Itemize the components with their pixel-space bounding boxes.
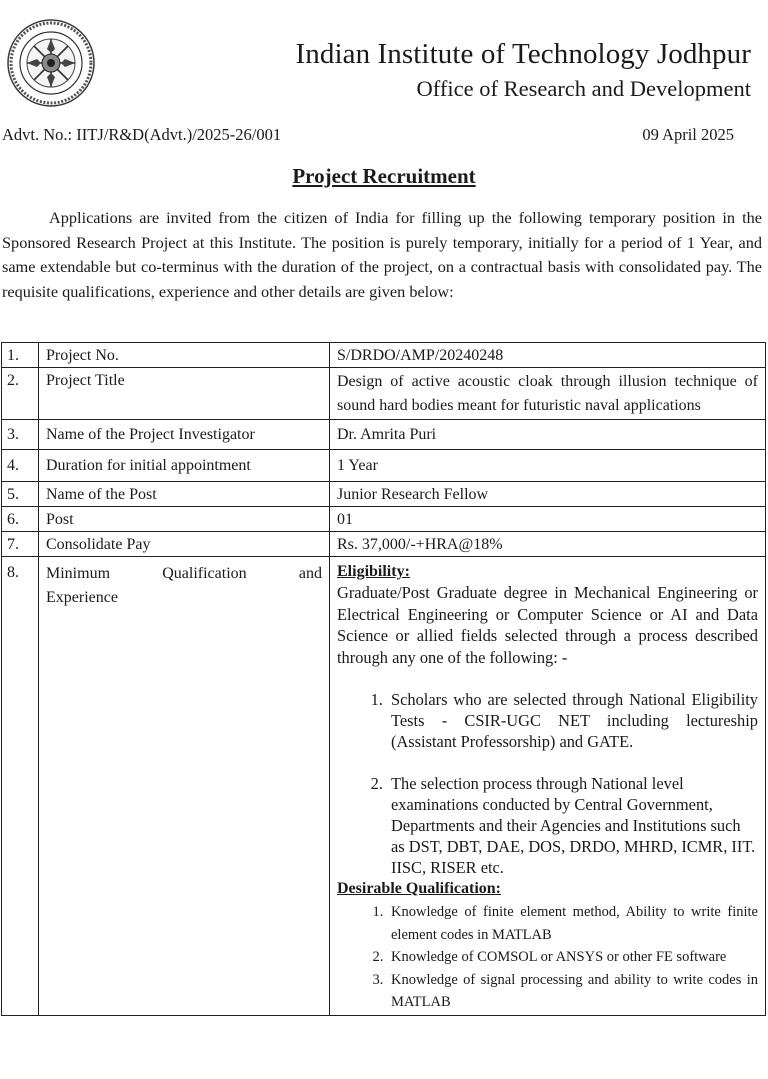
- list-item: 2. Knowledge of COMSOL or ANSYS or other FE software: [387, 946, 758, 969]
- field-value: 01: [330, 507, 766, 532]
- field-label-line: Experience: [46, 589, 118, 606]
- eligibility-heading: Eligibility:: [337, 563, 410, 580]
- table-row: [2, 450, 766, 482]
- table-row: [2, 507, 766, 532]
- intro-paragraph: Applications are invited from the citizen of India for filling up the following temporary position in the Sponsored Research Project at this Institute. The position is purely temporary, initially for a period of 1 Year, and same extendable but co-terminus with the duration of the project, on a contractual basis with consolidated pay. The requisite qualifications, experience and other details are given below:: [2, 208, 762, 301]
- row-number: 4.: [2, 450, 39, 482]
- field-value: Design of active acoustic cloak through illusion technique of sound hard bodies meant for futuristic naval applications: [330, 368, 766, 420]
- row-number: 3.: [2, 420, 39, 450]
- table-row: [2, 532, 766, 557]
- institute-name: Indian Institute of Technology Jodhpur: [295, 38, 751, 70]
- eligibility-text: Graduate/Post Graduate degree in Mechanical Engineering or Electrical Engineering or Computer Science or AI and Data Science or allied fields selected through a process described through any one of the following: -: [337, 583, 758, 667]
- field-value: Rs. 37,000/-+HRA@18%: [330, 532, 766, 557]
- field-value: S/DRDO/AMP/20240248: [330, 343, 766, 368]
- row-number: 1.: [2, 343, 39, 368]
- row-number: 6.: [2, 507, 39, 532]
- field-label-word: and: [298, 565, 322, 582]
- recruitment-details-table: [1, 342, 766, 1016]
- desirable-list: [337, 901, 758, 1014]
- field-label-word: Minimum: [46, 565, 111, 582]
- list-item: 1. Scholars who are selected through National Eligibility Tests - CSIR-UGC NET including lectureship (Assistant Professorship) and GATE.: [387, 689, 758, 752]
- field-value: Dr. Amrita Puri: [330, 420, 766, 450]
- row-number: 5.: [2, 482, 39, 507]
- field-value: Junior Research Fellow: [330, 482, 766, 507]
- eligibility-list: [337, 689, 758, 878]
- field-label: Project Title: [39, 368, 330, 420]
- field-label: [39, 557, 330, 1016]
- field-label: Consolidate Pay: [39, 532, 330, 557]
- field-label-word: Qualification: [162, 565, 247, 582]
- list-item: 2. The selection process through National level examinations conducted by Central Government, Departments and their Agencies and Institutions such as DST, DBT, DAE, DOS, DRDO, MHRD, ICMR, IIT. IISC, RISER etc.: [387, 773, 758, 878]
- field-label: Name of the Post: [39, 482, 330, 507]
- table-row-qualification: [2, 557, 766, 1016]
- row-number: 8.: [2, 557, 39, 1016]
- table-row: [2, 482, 766, 507]
- office-name: Office of Research and Development: [416, 76, 751, 101]
- desirable-heading: Desirable Qualification:: [337, 880, 501, 897]
- row-number: 7.: [2, 532, 39, 557]
- iit-jodhpur-emblem-icon: [6, 18, 96, 108]
- field-label: Name of the Project Investigator: [39, 420, 330, 450]
- table-row: [2, 343, 766, 368]
- field-value: 1 Year: [330, 450, 766, 482]
- list-item: 1. Knowledge of finite element method, Ability to write finite element codes in MATLAB: [387, 901, 758, 946]
- advertisement-number: Advt. No.: IITJ/R&D(Advt.)/2025-26/001: [2, 125, 282, 144]
- list-item: 3. Knowledge of signal processing and ability to write codes in MATLAB: [387, 969, 758, 1014]
- qualification-details: [330, 557, 766, 1016]
- table-row: [2, 368, 766, 420]
- row-number: 2.: [2, 368, 39, 420]
- table-row: [2, 420, 766, 450]
- advertisement-date: 09 April 2025: [642, 125, 734, 144]
- field-label: Project No.: [39, 343, 330, 368]
- page-title: Project Recruitment: [292, 164, 476, 188]
- field-label-line: [46, 562, 322, 586]
- field-label: Post: [39, 507, 330, 532]
- field-label: Duration for initial appointment: [39, 450, 330, 482]
